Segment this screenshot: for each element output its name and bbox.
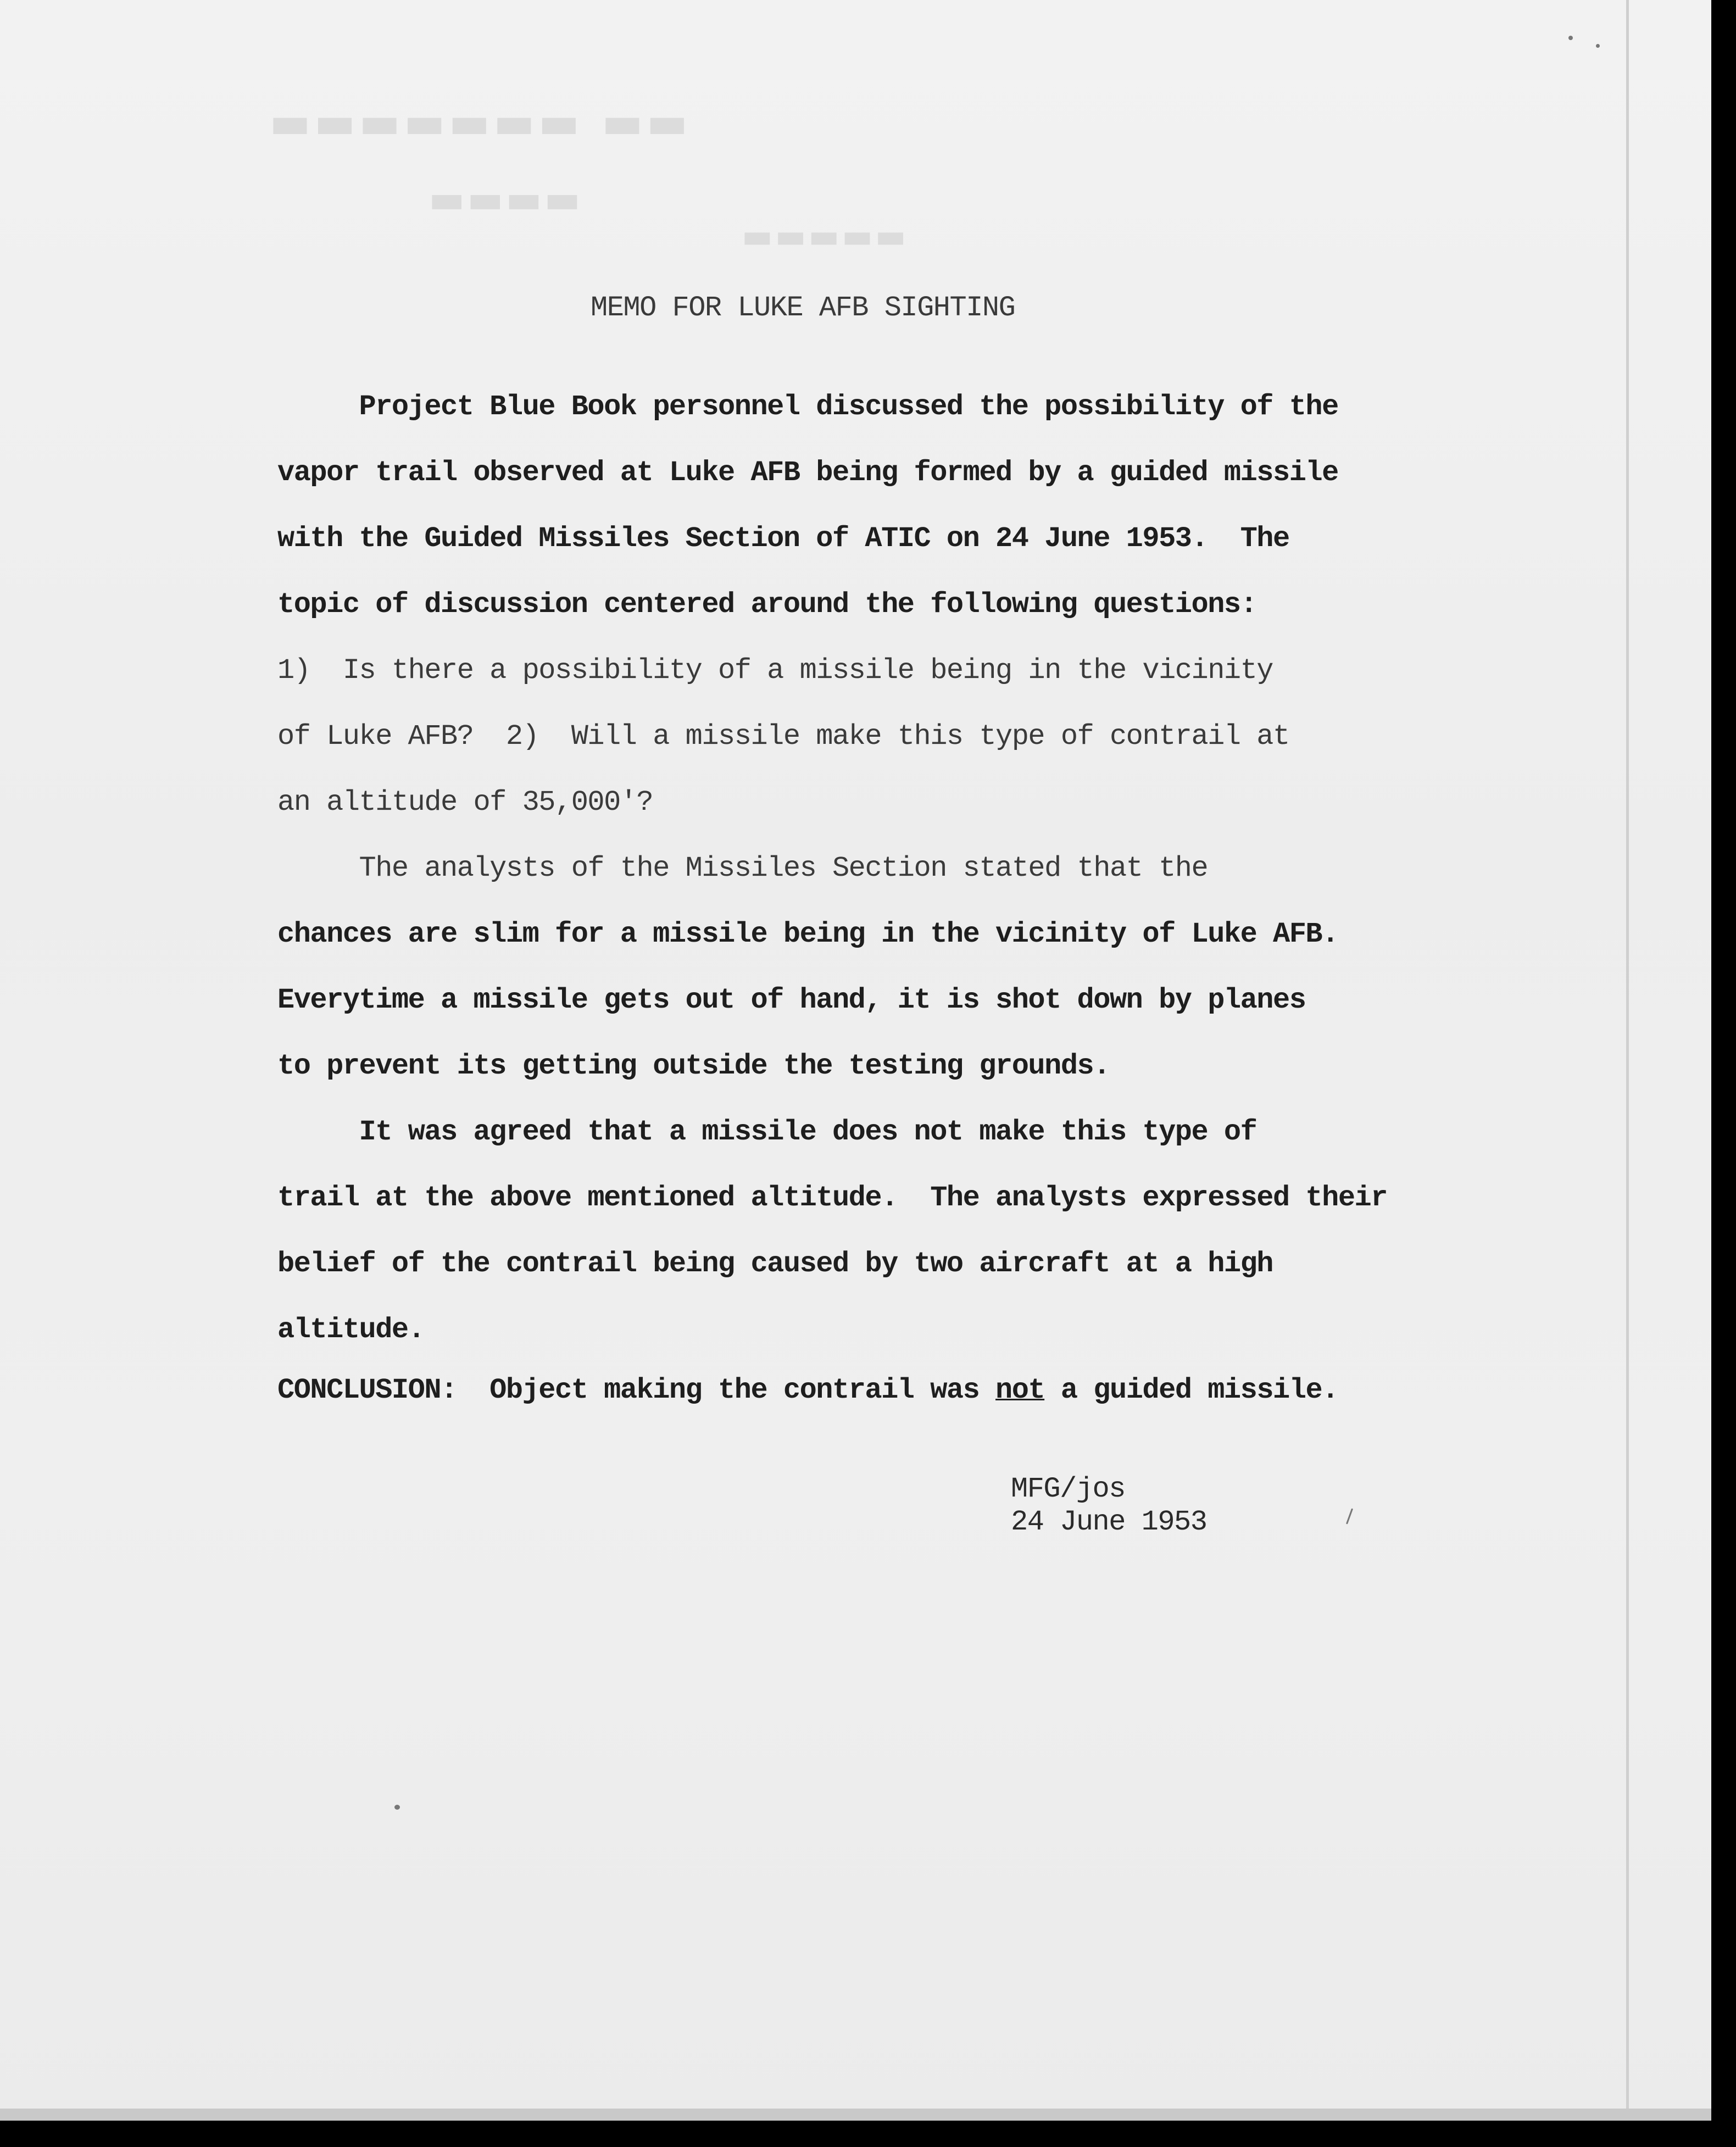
paragraph-line: 1) Is there a possibility of a missile being in the vicinity	[277, 654, 1273, 687]
signature-date: 24 June 1953	[1011, 1506, 1207, 1538]
paragraph-line: an altitude of 35,000'?	[277, 786, 653, 819]
paragraph-line: It was agreed that a missile does not make this type of	[277, 1116, 1257, 1148]
conclusion-emphasis: not	[995, 1374, 1045, 1406]
paper-speck	[394, 1805, 400, 1810]
paragraph-line: topic of discussion centered around the following questions:	[277, 588, 1257, 621]
paragraph-line: trail at the above mentioned altitude. The analysts expressed their	[277, 1182, 1387, 1214]
conclusion-label: CONCLUSION:	[277, 1374, 457, 1406]
page-bottom-shadow	[0, 2109, 1711, 2121]
memo-title: MEMO FOR LUKE AFB SIGHTING	[591, 292, 1015, 324]
page-edge-shadow	[1626, 0, 1629, 2121]
paragraph-line: altitude.	[277, 1314, 425, 1346]
bleed-through-text: ▬▬▬▬	[429, 176, 583, 221]
paragraph-line: of Luke AFB? 2) Will a missile make this type of contrail at	[277, 720, 1289, 753]
conclusion-text-end: a guided missile.	[1044, 1374, 1338, 1406]
paragraph-line: Project Blue Book personnel discussed the possibility of the	[277, 391, 1338, 423]
signature-initials: MFG/jos	[1011, 1473, 1125, 1505]
bleed-through-text: ▬▬▬▬▬▬▬ ▬▬	[269, 96, 692, 148]
paper-speck	[1568, 36, 1573, 40]
conclusion-text: Object making the contrail was	[457, 1374, 996, 1406]
paragraph-line: chances are slim for a missile being in the vicinity of Luke AFB.	[277, 918, 1338, 950]
paragraph-line: The analysts of the Missiles Section stated that the	[277, 852, 1208, 885]
paragraph-line: Everytime a missile gets out of hand, it is shot down by planes	[277, 984, 1306, 1016]
paragraph-line: vapor trail observed at Luke AFB being formed by a guided missile	[277, 457, 1338, 489]
paragraph-line: belief of the contrail being caused by two aircraft at a high	[277, 1248, 1273, 1280]
paper-speck	[1596, 44, 1600, 48]
bleed-through-text: ▬▬▬▬▬	[742, 217, 909, 255]
paragraph-line: with the Guided Missiles Section of ATIC on 24 June 1953. The	[277, 522, 1289, 555]
conclusion-line	[277, 1376, 1338, 1405]
paper-mark	[1346, 1508, 1353, 1524]
paragraph-line: to prevent its getting outside the testing grounds.	[277, 1050, 1110, 1082]
